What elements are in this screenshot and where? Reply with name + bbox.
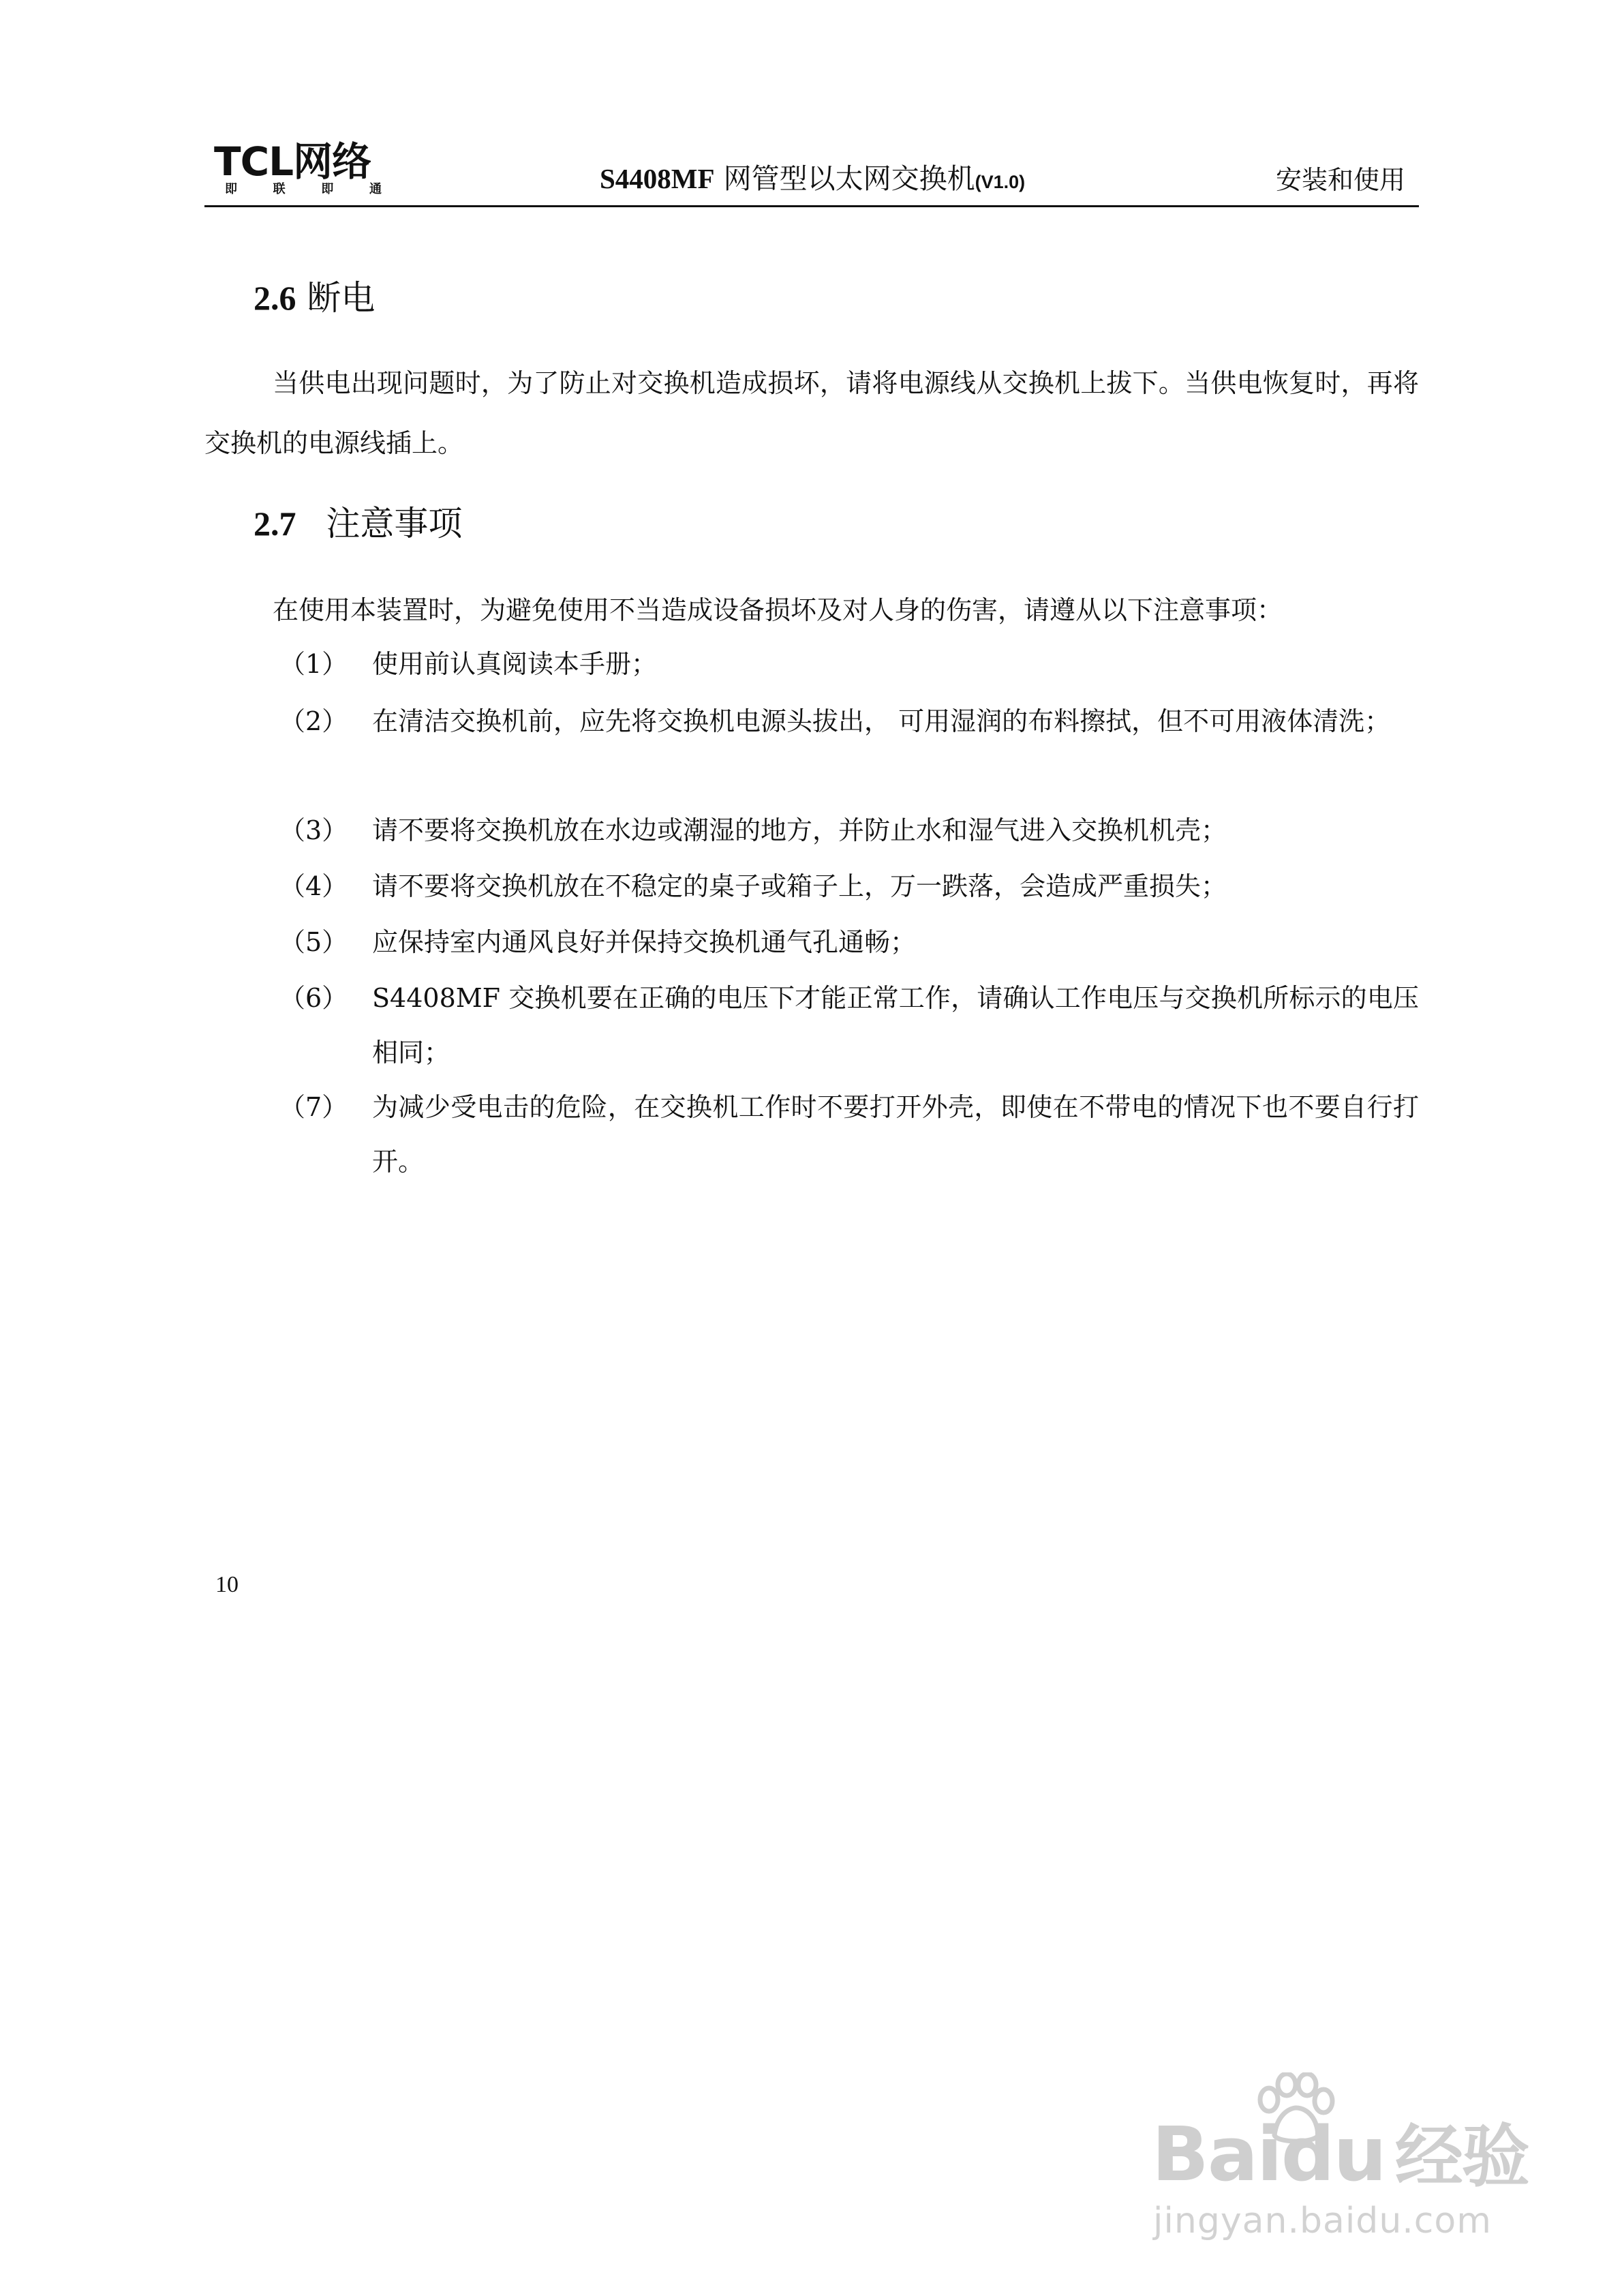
list-item-index: （4）: [279, 871, 348, 901]
logo-tagline-char: 通: [369, 182, 382, 196]
watermark-brand: [1152, 2113, 1529, 2198]
heading-number: 2.6: [254, 279, 296, 317]
section-2-7-intro: 在使用本装置时，为避免使用不当造成设备损坏及对人身的伤害，请遵从以下注意事项：: [273, 595, 1283, 625]
watermark-brand-cn: 经验: [1394, 2117, 1529, 2196]
page-number: 10: [215, 1572, 239, 1597]
header-section-label: 安装和使用: [1275, 165, 1405, 195]
page-header: [204, 136, 1419, 207]
tcl-logo: [214, 138, 398, 198]
list-item-index: （1）: [279, 649, 348, 679]
list-item-index: （3）: [279, 815, 348, 845]
list-item-text: 应保持室内通风良好并保持交换机通气孔通畅；: [372, 927, 917, 957]
watermark-brand-du: du: [1281, 2111, 1386, 2198]
list-item-text: 请不要将交换机放在水边或潮湿的地方，并防止水和湿气进入交换机机壳；: [372, 815, 1227, 845]
list-item-index: （6）: [279, 983, 348, 1013]
heading-title: 断电: [307, 278, 376, 318]
list-item-index: （2）: [279, 706, 348, 736]
title-version: (V1.0): [975, 172, 1026, 192]
logo-wordmark: TCL网络: [214, 138, 371, 185]
list-item-index: （7）: [279, 1092, 348, 1122]
section-2-6-paragraph: 当供电出现问题时，为了防止对交换机造成损坏，请将电源线从交换机上拔下。当供电恢复时，再将交换机的电源线插上。: [204, 368, 1419, 458]
title-text: 网管型以太网交换机: [723, 162, 975, 195]
header-divider: [204, 205, 1419, 207]
logo-tagline-char: 即: [321, 182, 334, 196]
watermark-url: jingyan.baidu.com: [1153, 2201, 1492, 2241]
document-title: [600, 161, 1025, 200]
title-model: S4408MF: [600, 163, 715, 194]
logo-tagline: [225, 183, 382, 196]
list-item-index: （5）: [279, 927, 348, 957]
heading-2-6: [254, 276, 375, 320]
list-item-text: S4408MF 交换机要在正确的电压下才能正常工作，请确认工作电压与交换机所标示的电压相同；: [372, 983, 1419, 1068]
heading-title: 注意事项: [326, 504, 463, 543]
watermark-brand-bai: Bai: [1152, 2111, 1281, 2198]
logo-tagline-char: 联: [273, 182, 286, 196]
baidu-jingyan-watermark: [1152, 2072, 1533, 2243]
list-item-text: 请不要将交换机放在不稳定的桌子或箱子上，万一跌落，会造成严重损失；: [372, 871, 1227, 901]
list-item-text: 在清洁交换机前，应先将交换机电源头拔出， 可用湿润的布料擦拭，但不可用液体清洗；: [372, 706, 1391, 736]
list-item-text: 为减少受电击的危险，在交换机工作时不要打开外壳，即使在不带电的情况下也不要自行打开。: [372, 1092, 1419, 1177]
heading-number: 2.7: [254, 504, 296, 543]
logo-tagline-char: 即: [225, 182, 237, 196]
list-item-text: 使用前认真阅读本手册；: [372, 649, 658, 679]
heading-2-7: [254, 502, 462, 545]
